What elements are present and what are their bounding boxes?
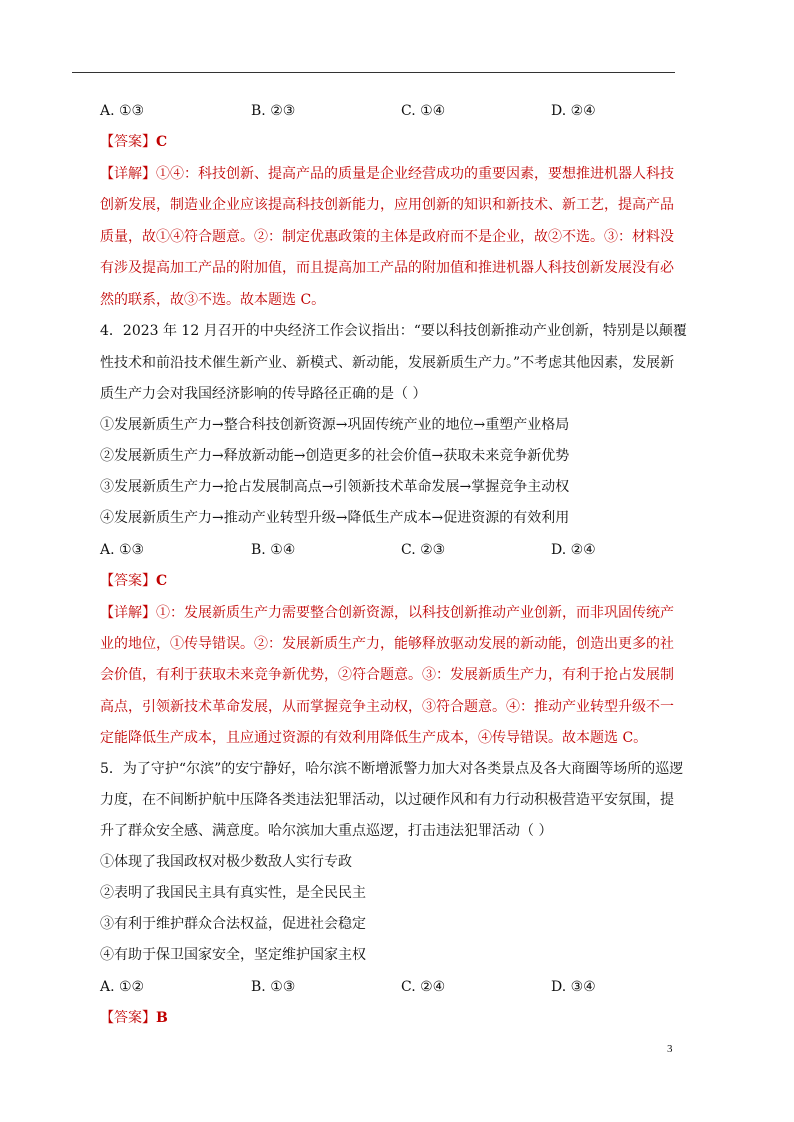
q4-detail-line-4: 高点，引领新技术革命发展，从而掌握竞争主动权，③符合题意。④：推动产业转型升级不一 xyxy=(100,699,674,715)
q4-stem-line-2: 性技术和前沿技术催生新产业、新模式、新动能，发展新质生产力。”不考虑其他因素，发展新 xyxy=(100,355,675,371)
answer-letter: B xyxy=(156,1010,168,1026)
answer-letter: C xyxy=(156,573,168,589)
detail-text: ①：发展新质生产力需要整合创新资源，以科技创新推动产业创新，而非巩固传统产 xyxy=(156,605,674,621)
header-rule xyxy=(72,72,675,73)
answer-letter: C xyxy=(156,134,168,150)
q4-item-4: ④发展新质生产力→推动产业转型升级→降低生产成本→促进资源的有效利用 xyxy=(100,510,570,526)
q4-detail-line-1 xyxy=(100,603,674,623)
q3-option-a: A. ①③ xyxy=(100,103,145,119)
q4-item-1: ①发展新质生产力→整合科技创新资源→巩固传统产业的地位→重塑产业格局 xyxy=(100,417,570,433)
detail-text: ①④：科技创新、提高产品的质量是企业经营成功的重要因素，要想推进机器人科技 xyxy=(156,166,674,182)
q4-stem-line-1: 4．2023 年 12 月召开的中央经济工作会议指出：“要以科技创新推动产业创新，特别是以颠覆 xyxy=(100,323,687,339)
q4-option-d: D. ②④ xyxy=(551,542,596,558)
q3-detail-line-5: 然的联系，故③不选。故本题选 C。 xyxy=(100,292,326,308)
q5-item-4: ④有助于保卫国家安全，坚定维护国家主权 xyxy=(100,947,366,963)
q3-option-d: D. ②④ xyxy=(551,103,596,119)
q3-option-b: B. ②③ xyxy=(251,103,296,119)
q4-answer xyxy=(100,571,167,591)
q5-answer xyxy=(100,1008,168,1028)
q4-option-c: C. ②③ xyxy=(401,542,446,558)
answer-tag: 【答案】 xyxy=(100,1010,156,1026)
answer-tag: 【答案】 xyxy=(100,573,156,589)
detail-tag: 【详解】 xyxy=(100,166,156,182)
q3-detail-line-1 xyxy=(100,164,674,184)
q5-stem-line-1: 5．为了守护“尔滨”的安宁静好，哈尔滨不断增派警力加大对各类景点及各大商圈等场所的巡逻 xyxy=(100,761,684,777)
q4-option-b: B. ①④ xyxy=(251,542,296,558)
q4-option-a: A. ①③ xyxy=(100,542,145,558)
q3-option-c: C. ①④ xyxy=(401,103,446,119)
q4-detail-line-2: 业的地位，①传导错误。②：发展新质生产力，能够释放驱动发展的新动能，创造出更多的社 xyxy=(100,636,674,652)
q5-option-d: D. ③④ xyxy=(551,979,596,995)
q5-option-c: C. ②④ xyxy=(401,979,446,995)
q5-item-3: ③有利于维护群众合法权益，促进社会稳定 xyxy=(100,916,366,932)
detail-tag: 【详解】 xyxy=(100,605,156,621)
q4-detail-line-5: 定能降低生产成本，且应通过资源的有效利用降低生产成本，④传导错误。故本题选 C。 xyxy=(100,730,648,746)
q3-detail-line-3: 质量，故①④符合题意。②：制定优惠政策的主体是政府而不是企业，故②不选。③：材料没 xyxy=(100,229,674,245)
q3-detail-line-4: 有涉及提高加工产品的附加值，而且提高加工产品的附加值和推进机器人科技创新发展没有必 xyxy=(100,260,674,276)
q5-stem-line-2: 力度，在不间断护航中压降各类违法犯罪活动，以过硬作风和有力行动积极营造平安氛围，提 xyxy=(100,792,674,808)
page-number: 3 xyxy=(667,1043,673,1055)
q4-item-3: ③发展新质生产力→抢占发展制高点→引领新技术革命发展→掌握竞争主动权 xyxy=(100,479,570,495)
q5-option-b: B. ①③ xyxy=(251,979,296,995)
q5-item-1: ①体现了我国政权对极少数敌人实行专政 xyxy=(100,854,352,870)
q3-answer xyxy=(100,132,167,152)
answer-tag: 【答案】 xyxy=(100,134,156,150)
q5-item-2: ②表明了我国民主具有真实性，是全民民主 xyxy=(100,885,366,901)
q4-item-2: ②发展新质生产力→释放新动能→创造更多的社会价值→获取未来竞争新优势 xyxy=(100,448,570,464)
q5-stem-line-3: 升了群众安全感、满意度。哈尔滨加大重点巡逻，打击违法犯罪活动（ ） xyxy=(100,823,553,839)
q3-detail-line-2: 创新发展，制造业企业应该提高科技创新能力，应用创新的知识和新技术、新工艺，提高产品 xyxy=(100,197,674,213)
q5-option-a: A. ①② xyxy=(100,979,145,995)
q4-stem-line-3: 质生产力会对我国经济影响的传导路径正确的是（ ） xyxy=(100,386,427,402)
q4-detail-line-3: 会价值，有利于获取未来竞争新优势，②符合题意。③：发展新质生产力，有利于抢占发展制 xyxy=(100,667,674,683)
